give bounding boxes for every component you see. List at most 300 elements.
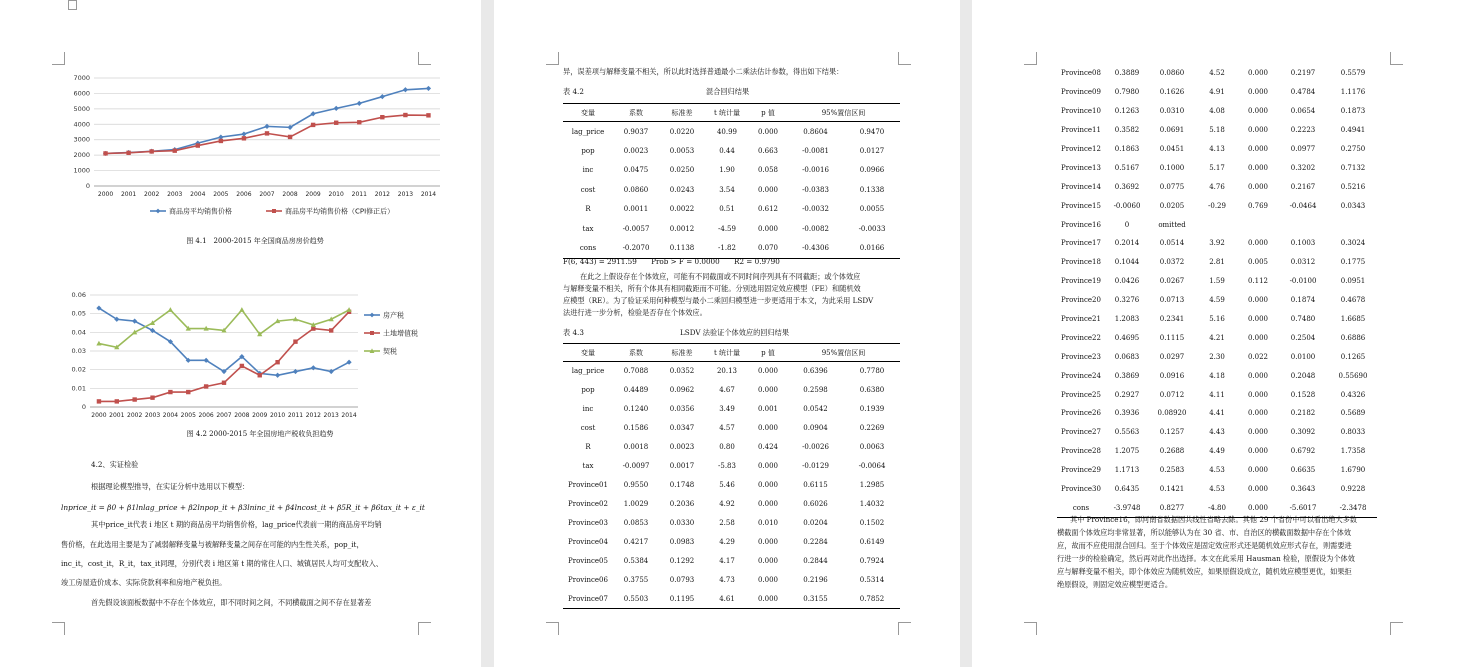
table-cell: 0.001 bbox=[757, 405, 779, 413]
legend-label: 商品房平均销售价格（CPI修正后） bbox=[285, 207, 395, 216]
table-cell: 5.46 bbox=[719, 481, 735, 489]
table-cell: 4.92 bbox=[719, 500, 735, 508]
x-tick-label: 2010 bbox=[328, 191, 344, 198]
crop-mark bbox=[1390, 622, 1403, 635]
table-row bbox=[563, 141, 900, 161]
table-cell: 0.000 bbox=[757, 557, 779, 565]
table-cell: pop bbox=[581, 386, 595, 394]
x-tick-label: 2007 bbox=[216, 412, 232, 419]
table-cell: -0.0129 bbox=[802, 462, 829, 470]
table-cell: 0.000 bbox=[1247, 371, 1269, 380]
document-page-1 bbox=[0, 0, 481, 667]
table-row bbox=[1057, 121, 1377, 140]
table-cell: -5.83 bbox=[718, 462, 736, 470]
column-header: t 统计量 bbox=[705, 344, 749, 362]
table-cell: 20.13 bbox=[716, 367, 738, 376]
paragraph-line: 售价格，在此选用主要是为了减弱解释变量与被解释变量之间存在可能的内生性关系，pop_it， bbox=[61, 540, 364, 549]
table-cell: 0.000 bbox=[757, 424, 779, 432]
table-cell: Province26 bbox=[1061, 409, 1101, 418]
y-tick-label: 4000 bbox=[73, 120, 90, 129]
table-cell: 0.0053 bbox=[669, 146, 695, 155]
data-point bbox=[426, 113, 430, 117]
table-cell: 0.1263 bbox=[1114, 107, 1140, 116]
table-cell: Province06 bbox=[568, 576, 608, 584]
table-row bbox=[1057, 272, 1377, 291]
table-cell: 0.0127 bbox=[859, 146, 885, 155]
table-cell: 1.1176 bbox=[1340, 88, 1366, 97]
table-row bbox=[563, 552, 900, 571]
data-point bbox=[403, 113, 407, 117]
x-tick-label: 2002 bbox=[127, 412, 143, 419]
table-cell: 4.52 bbox=[1209, 69, 1225, 78]
table-cell: pop bbox=[581, 146, 595, 155]
x-tick-label: 2011 bbox=[351, 191, 367, 198]
table-row bbox=[563, 381, 900, 400]
table-cell: cons bbox=[563, 239, 613, 259]
table-cell: 0.1292 bbox=[669, 557, 695, 565]
column-header: 标准差 bbox=[659, 344, 705, 362]
table-cell: 0.0347 bbox=[669, 424, 695, 432]
table-cell: -0.0032 bbox=[802, 205, 829, 214]
table-cell: -0.0464 bbox=[1289, 201, 1317, 210]
x-tick-label: 2006 bbox=[198, 412, 214, 419]
table-cell: 0.000 bbox=[1247, 145, 1269, 153]
table-cell: 0.0343 bbox=[1340, 201, 1366, 210]
table-cell: 1.1713 bbox=[1114, 466, 1140, 475]
table-cell: 0.2844 bbox=[803, 557, 828, 565]
table-cell: Province29 bbox=[1061, 466, 1101, 475]
table-label: 表 4.3 bbox=[563, 328, 584, 337]
y-tick-label: 0.06 bbox=[71, 291, 86, 299]
table-cell: 0.1257 bbox=[1159, 428, 1185, 437]
table-row bbox=[1057, 385, 1377, 404]
data-point bbox=[334, 106, 339, 111]
table-cell: 0.0691 bbox=[1159, 126, 1185, 135]
y-tick-label: 0 bbox=[81, 403, 86, 411]
paragraph-line: 绝原假设，则固定效应模型更适合。 bbox=[1057, 580, 1173, 589]
table-cell: inc bbox=[582, 166, 594, 175]
y-tick-label: 7000 bbox=[73, 74, 90, 82]
crop-mark bbox=[418, 52, 431, 65]
table-cell: 0.0451 bbox=[1159, 145, 1185, 153]
crop-mark bbox=[1024, 52, 1037, 65]
table-cell: R bbox=[585, 443, 591, 451]
table-cell: -0.0026 bbox=[802, 443, 829, 451]
table-cell: 0.0055 bbox=[859, 205, 885, 214]
table-cell: 0.000 bbox=[757, 367, 779, 376]
data-point bbox=[311, 326, 315, 330]
table-cell: -0.0033 bbox=[858, 224, 886, 233]
table-cell: 4.21 bbox=[1209, 333, 1225, 342]
table-cell: 3.54 bbox=[719, 185, 735, 194]
table-cell: -3.9748 bbox=[1105, 498, 1149, 517]
legend-label: 商品房平均销售价格 bbox=[169, 207, 232, 216]
series-line bbox=[106, 88, 429, 153]
intro-text: 根据理论模型推导，在实证分析中选用以下模型： bbox=[91, 482, 250, 491]
table-cell: 0.000 bbox=[1247, 466, 1269, 475]
table-row bbox=[563, 495, 900, 514]
lsdv-regression-table-continued bbox=[1057, 64, 1377, 518]
y-tick-label: 1000 bbox=[73, 166, 90, 175]
table-row bbox=[563, 590, 900, 609]
table-cell: 0.2688 bbox=[1159, 447, 1185, 456]
x-tick-label: 2001 bbox=[120, 191, 137, 198]
paragraph-line: 异，误差项与解释变量不相关，所以此时选择普通最小二乘法估计参数，得出如下结果： bbox=[563, 67, 844, 76]
column-header: p 值 bbox=[749, 344, 787, 362]
x-tick-label: 2005 bbox=[180, 412, 196, 419]
table-cell: 0.0204 bbox=[803, 519, 828, 527]
series-line bbox=[99, 312, 349, 402]
table-cell: 0.7132 bbox=[1340, 163, 1366, 172]
data-point bbox=[288, 135, 292, 139]
table-cell: 0.5314 bbox=[859, 576, 885, 584]
x-tick-label: 2008 bbox=[282, 191, 298, 198]
table-cell: 0.0023 bbox=[669, 443, 695, 451]
table-cell: 0.0352 bbox=[669, 367, 695, 376]
table-cell: 0.058 bbox=[757, 166, 779, 175]
paragraph-line: 应与解释变量不相关，即个体效应为随机效应，如果原假设成立，随机效应模型更优，如果拒 bbox=[1057, 567, 1352, 576]
table-cell: 0.3889 bbox=[1114, 69, 1140, 78]
table-cell: Province10 bbox=[1061, 107, 1101, 116]
table-cell: 0.55690 bbox=[1338, 371, 1368, 380]
table-cell: 0.2196 bbox=[803, 576, 828, 584]
table-row bbox=[1057, 64, 1377, 83]
table-cell: 0.1240 bbox=[623, 405, 649, 413]
crop-mark bbox=[418, 622, 431, 635]
x-tick-label: 2000 bbox=[91, 412, 107, 419]
table-row bbox=[563, 362, 900, 381]
data-point bbox=[346, 307, 351, 312]
table-row bbox=[1057, 253, 1377, 272]
table-cell: Province21 bbox=[1061, 315, 1101, 324]
table-row bbox=[1057, 328, 1377, 347]
column-header: 系数 bbox=[613, 344, 659, 362]
table-cell: 0.1775 bbox=[1340, 258, 1366, 267]
table-cell: 0.7780 bbox=[859, 367, 885, 376]
table-cell: 0.2014 bbox=[1114, 239, 1140, 248]
table-cell: 0.1265 bbox=[1340, 352, 1366, 361]
table-cell: Province28 bbox=[1061, 447, 1101, 456]
table-cell: 3.49 bbox=[719, 405, 735, 413]
table-cell: 0.0250 bbox=[669, 166, 695, 175]
table-cell: 0.0542 bbox=[803, 405, 828, 413]
table-cell: 0.0018 bbox=[623, 443, 649, 451]
table-cell: 4.08 bbox=[1209, 107, 1225, 116]
table-cell bbox=[1277, 215, 1329, 234]
table-row bbox=[1057, 404, 1377, 423]
table-cell: 0.000 bbox=[1247, 239, 1269, 248]
data-point bbox=[150, 395, 154, 399]
y-tick-label: 0 bbox=[85, 182, 90, 190]
table-cell: -0.0100 bbox=[1289, 277, 1317, 286]
table-cell bbox=[1329, 215, 1377, 234]
lsdv-regression-table bbox=[563, 343, 900, 609]
table-cell: -2.3478 bbox=[1329, 498, 1377, 517]
table-row bbox=[1057, 366, 1377, 385]
table-cell: 0.3692 bbox=[1114, 182, 1140, 191]
table-cell: 4.43 bbox=[1209, 428, 1225, 437]
table-cell: Province01 bbox=[568, 481, 608, 489]
table-cell: 0.08920 bbox=[1157, 409, 1187, 418]
column-header: 标准差 bbox=[659, 104, 705, 122]
x-tick-label: 2000 bbox=[97, 191, 114, 198]
table-cell: 0.612 bbox=[757, 205, 779, 214]
legend-marker bbox=[370, 313, 375, 318]
table-cell: 0.0267 bbox=[1159, 277, 1185, 286]
table-cell: 0.51 bbox=[719, 205, 735, 214]
table-row bbox=[1057, 196, 1377, 215]
table-cell: 0.2269 bbox=[859, 424, 885, 432]
table-row bbox=[563, 200, 900, 220]
table-cell: 1.0029 bbox=[623, 500, 649, 508]
table-cell: 0.000 bbox=[1239, 498, 1277, 517]
table-row bbox=[563, 400, 900, 419]
table-cell: 0.000 bbox=[757, 538, 779, 546]
table-cell: 0.0475 bbox=[623, 166, 649, 175]
table-cell: Province02 bbox=[568, 500, 608, 508]
table-cell: 0.5167 bbox=[1114, 163, 1140, 172]
table-cell: 0.4489 bbox=[623, 386, 649, 394]
table-cell: 0.000 bbox=[1247, 390, 1269, 399]
table-cell: 0.000 bbox=[757, 224, 779, 233]
table-cell: 0.0951 bbox=[1340, 277, 1366, 286]
table-cell: 4.13 bbox=[1209, 145, 1225, 153]
table-cell: 0.44 bbox=[719, 146, 735, 155]
table-cell: -0.0081 bbox=[802, 146, 829, 155]
table-cell: 0.3582 bbox=[1114, 126, 1140, 135]
table-cell: -0.0082 bbox=[802, 224, 829, 233]
table-cell: 0.7980 bbox=[1114, 88, 1140, 97]
table-cell: 0.000 bbox=[1247, 409, 1269, 418]
table-cell: 1.6685 bbox=[1340, 315, 1366, 324]
data-point bbox=[334, 121, 338, 125]
table-row bbox=[563, 533, 900, 552]
table-cell: 0.000 bbox=[1247, 88, 1269, 97]
table-row bbox=[563, 161, 900, 181]
house-price-line-chart bbox=[60, 68, 450, 228]
table-cell: Province04 bbox=[568, 538, 608, 546]
table-cell: 0.0372 bbox=[1159, 258, 1185, 267]
table-cell: tax bbox=[582, 224, 594, 233]
data-point bbox=[186, 390, 190, 394]
table-cell: 0.2927 bbox=[1114, 390, 1140, 399]
x-tick-label: 2003 bbox=[167, 191, 183, 198]
y-tick-label: 5000 bbox=[73, 104, 90, 113]
table-row bbox=[1057, 423, 1377, 442]
table-cell: 0.000 bbox=[1247, 333, 1269, 342]
table-cell: Province03 bbox=[568, 519, 608, 527]
table-cell: 0.1863 bbox=[1114, 145, 1140, 153]
section-heading: 4.2、实证检验 bbox=[91, 460, 139, 469]
table-row bbox=[1057, 158, 1377, 177]
table-cell: 1.4032 bbox=[859, 500, 885, 508]
data-point bbox=[426, 86, 431, 91]
table-cell: tax bbox=[582, 462, 594, 470]
table-cell: Province11 bbox=[1061, 126, 1101, 135]
table-row bbox=[563, 514, 900, 533]
table-cell: 0.0022 bbox=[669, 205, 695, 214]
table-cell: inc bbox=[582, 405, 594, 413]
table-cell: 0.5384 bbox=[623, 557, 649, 565]
x-tick-label: 2009 bbox=[305, 191, 321, 198]
table-header-row bbox=[563, 104, 900, 122]
table-cell: 0.0904 bbox=[803, 424, 828, 432]
data-point bbox=[103, 151, 107, 155]
table-cell: 0.6396 bbox=[803, 367, 828, 376]
table-cell: Province13 bbox=[1061, 163, 1101, 172]
table-cell: Province05 bbox=[568, 557, 608, 565]
table-cell: 0.0023 bbox=[623, 146, 649, 155]
crop-mark bbox=[546, 622, 559, 635]
column-header: t 统计量 bbox=[705, 104, 749, 122]
table-cell: Province14 bbox=[1061, 182, 1101, 191]
table-cell: -0.0057 bbox=[622, 224, 650, 233]
table-cell: 0.5563 bbox=[1114, 428, 1140, 437]
table-cell: cons bbox=[1057, 498, 1105, 517]
table-cell: 0.000 bbox=[1247, 428, 1269, 437]
series-line bbox=[99, 308, 349, 375]
table-cell: 0.1338 bbox=[859, 185, 885, 194]
table-row bbox=[563, 219, 900, 239]
legend-label: 土地增值税 bbox=[383, 329, 418, 338]
table-cell: 0.0017 bbox=[669, 462, 695, 470]
table-cell: 0.1003 bbox=[1290, 239, 1316, 248]
table-cell: 1.6790 bbox=[1340, 466, 1366, 475]
table-cell: 0.070 bbox=[749, 239, 787, 259]
data-point bbox=[242, 136, 246, 140]
table-cell: 0.000 bbox=[1247, 296, 1269, 305]
data-point bbox=[380, 115, 384, 119]
table-cell: -0.2070 bbox=[613, 239, 659, 259]
table-cell: 0.5216 bbox=[1340, 182, 1366, 191]
table-row bbox=[1057, 83, 1377, 102]
column-header: 变量 bbox=[563, 104, 613, 122]
model-equation: lnprice_it = β0 + β1lnlag_price + β2lnpop_it + β3lninc_it + β4lncost_it + β5R_it + β6tax_it + ε_it bbox=[61, 503, 425, 512]
x-tick-label: 2005 bbox=[213, 191, 229, 198]
table-cell: 4.73 bbox=[719, 576, 735, 584]
page-icon[interactable] bbox=[68, 0, 77, 10]
data-point bbox=[403, 87, 408, 92]
table-label: 表 4.2 bbox=[563, 87, 584, 96]
table-cell: 0.000 bbox=[1247, 485, 1269, 494]
table-cell: Province17 bbox=[1061, 239, 1101, 248]
table-cell: 0.1195 bbox=[659, 590, 705, 609]
table-cell: 4.18 bbox=[1209, 371, 1225, 380]
x-tick-label: 2004 bbox=[162, 412, 179, 419]
table-cell: Province09 bbox=[1061, 88, 1101, 97]
paragraph-line: 法进行进一步分析，检验是否存在个体效应。 bbox=[563, 308, 707, 317]
table-cell: 4.53 bbox=[1209, 466, 1225, 475]
y-tick-label: 0.02 bbox=[71, 365, 86, 374]
table-row bbox=[563, 122, 900, 142]
table-cell: -0.0097 bbox=[622, 462, 650, 470]
table-cell: 0.1138 bbox=[659, 239, 705, 259]
table-cell: 4.57 bbox=[719, 424, 735, 432]
data-point bbox=[126, 151, 130, 155]
table-cell: 40.99 bbox=[716, 127, 738, 136]
table-cell: -0.0064 bbox=[858, 462, 886, 470]
table-cell: 5.18 bbox=[1209, 126, 1225, 135]
table-cell: 0.8277 bbox=[1149, 498, 1195, 517]
table-cell: lag_price bbox=[571, 127, 605, 136]
table-cell: 0.8604 bbox=[803, 127, 828, 136]
table-cell: R bbox=[585, 205, 591, 214]
table-cell: 0.000 bbox=[1247, 126, 1269, 135]
table-cell: -1.82 bbox=[705, 239, 749, 259]
table-cell: 1.2083 bbox=[1114, 315, 1140, 324]
table-row bbox=[1057, 140, 1377, 159]
table-cell: 0.2583 bbox=[1159, 466, 1185, 475]
table-cell: 0.000 bbox=[757, 576, 779, 584]
crop-mark bbox=[898, 622, 911, 635]
table-cell: 0.000 bbox=[1247, 107, 1269, 116]
paragraph-line: 竣工房屋造价成本、实际贷款利率和房地产税负担。 bbox=[61, 578, 227, 587]
table-cell: 0.000 bbox=[1247, 182, 1269, 191]
table-cell: 0.1115 bbox=[1159, 333, 1185, 342]
table-cell: 0.5503 bbox=[613, 590, 659, 609]
table-cell: 0.2223 bbox=[1290, 126, 1316, 135]
table-cell: 0.4326 bbox=[1340, 390, 1366, 399]
table-cell: 0.0426 bbox=[1114, 277, 1140, 286]
pooled-regression-table bbox=[563, 103, 900, 259]
table-cell: -4.80 bbox=[1195, 498, 1239, 517]
table-cell: 0.2036 bbox=[669, 500, 695, 508]
table-header-row bbox=[563, 344, 900, 362]
x-tick-label: 2007 bbox=[259, 191, 275, 198]
table-cell: 0.2504 bbox=[1290, 333, 1316, 342]
table-cell: 0.6435 bbox=[1114, 485, 1140, 494]
x-tick-label: 2006 bbox=[236, 191, 252, 198]
table-cell: 0.3869 bbox=[1114, 371, 1140, 380]
table-cell: Province23 bbox=[1061, 352, 1101, 361]
table-cell: 1.2985 bbox=[859, 481, 885, 489]
table-row bbox=[1057, 291, 1377, 310]
table-cell: 5.17 bbox=[1209, 163, 1225, 172]
table-cell: 4.91 bbox=[1209, 88, 1225, 97]
table-row bbox=[1057, 347, 1377, 366]
table-cell: 4.67 bbox=[719, 386, 735, 394]
table-cell: 0.4784 bbox=[1290, 88, 1316, 97]
document-page-2 bbox=[494, 0, 960, 667]
table-cell: Province20 bbox=[1061, 296, 1101, 305]
table-cell: 1.2075 bbox=[1114, 447, 1140, 456]
y-tick-label: 0.04 bbox=[71, 328, 86, 337]
table-cell: 0.2167 bbox=[1290, 182, 1316, 191]
crop-mark bbox=[52, 622, 65, 635]
table-cell: 0.0011 bbox=[623, 205, 649, 214]
paragraph-line: 横截面个体效应均非常显著，所以能够认为在 30 省、市、自治区的横截面数据中存在个体效 bbox=[1057, 528, 1352, 537]
table-cell: 0.0310 bbox=[1159, 107, 1185, 116]
table-cell: 0.1421 bbox=[1159, 485, 1185, 494]
table-cell: 0.1873 bbox=[1340, 107, 1366, 116]
table-cell bbox=[1195, 215, 1239, 234]
table-cell: 0.000 bbox=[757, 481, 779, 489]
y-tick-label: 0.05 bbox=[71, 309, 86, 318]
legend-marker bbox=[370, 331, 374, 335]
table-cell bbox=[1239, 215, 1277, 234]
paragraph-line: 与解释变量不相关，所有个体具有相同截距而不可能。分别选用固定效应模型（FE）和随机效 bbox=[563, 284, 861, 293]
table-cell: 0.5689 bbox=[1340, 409, 1366, 418]
table-cell: Province25 bbox=[1061, 390, 1101, 399]
table-cell: 0.2197 bbox=[1290, 69, 1316, 78]
crop-mark bbox=[52, 52, 65, 65]
legend-marker bbox=[156, 209, 161, 214]
figure-caption-2: 图 4.2 2000-2015 年全国房地产税收负担趋势 bbox=[186, 430, 334, 438]
table-cell: 0.0514 bbox=[1159, 239, 1185, 248]
table-row bbox=[563, 457, 900, 476]
data-point bbox=[168, 390, 172, 394]
data-point bbox=[168, 307, 173, 312]
